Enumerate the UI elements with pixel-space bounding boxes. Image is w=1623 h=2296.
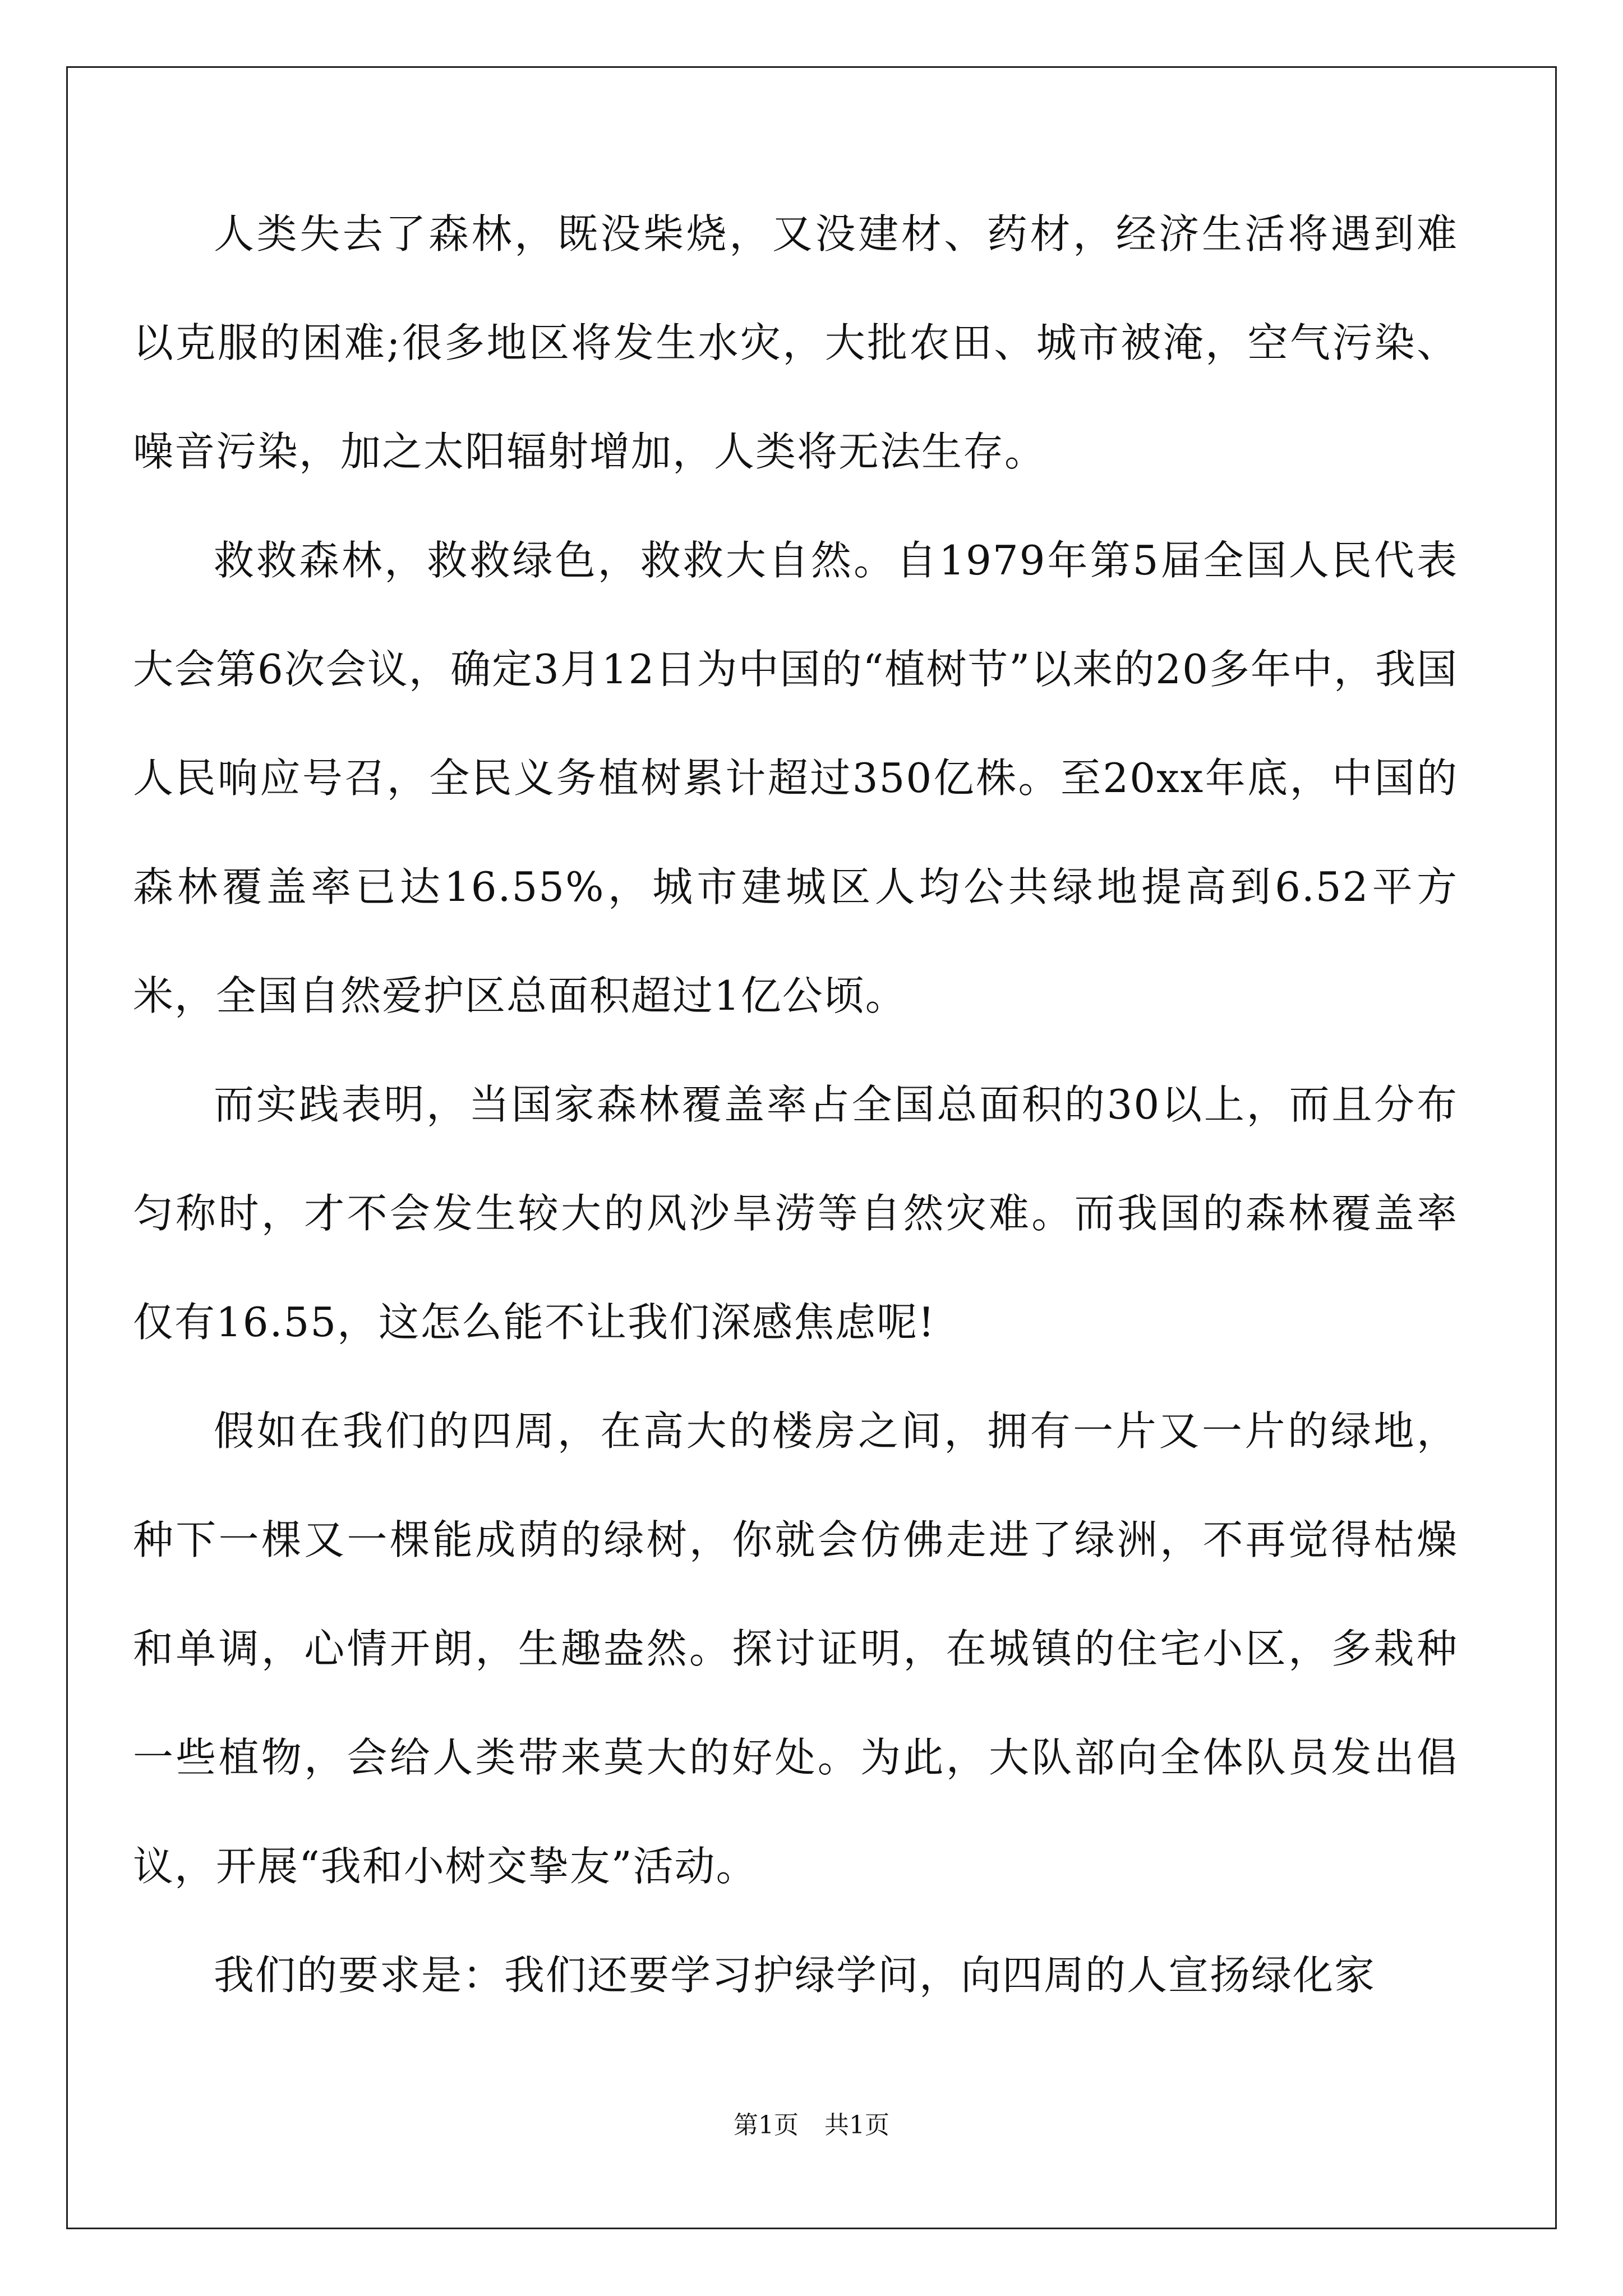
document-body [133,180,1458,2030]
paragraph-4: 假如在我们的四周，在高大的楼房之间，拥有一片又一片的绿地，种下一棵又一棵能成荫的绿树，你就会仿佛走进了绿洲，不再觉得枯燥和单调，心情开朗，生趣盎然。探讨证明，在城镇的住宅小区，多栽种一些植物，会给人类带来莫大的好处。为此，大队部向全体队员发出倡议，开展“我和小树交挚友”活动。 [133,1407,1458,1890]
page-number-total: 共1页 [824,2111,889,2139]
page-number-current: 第1页 [734,2111,799,2139]
paragraph-3: 而实践表明，当国家森林覆盖率占全国总面积的30以上，而且分布匀称时，才不会发生较大的风沙旱涝等自然灾难。而我国的森林覆盖率仅有16.55，这怎么能不让我们深感焦虑呢! [133,1081,1458,1346]
page-footer [0,2105,1623,2141]
paragraph-5: 我们的要求是：我们还要学习护绿学问，向四周的人宣扬绿化家 [214,1952,1376,1999]
paragraph-2: 救救森林，救救绿色，救救大自然。自1979年第5届全国人民代表大会第6次会议，确定3月12日为中国的“植树节”以来的20多年中，我国人民响应号召，全民义务植树累计超过350亿株。至20xx年底，中国的森林覆盖率已达16.55%，城市建城区人均公共绿地提高到6.52平方米，全国自然爱护区总面积超过1亿公顷。 [133,537,1458,1019]
paragraph-1: 人类失去了森林，既没柴烧，又没建材、药材，经济生活将遇到难以克服的困难;很多地区将发生水灾，大批农田、城市被淹，空气污染、噪音污染，加之太阳辐射增加，人类将无法生存。 [133,210,1458,475]
